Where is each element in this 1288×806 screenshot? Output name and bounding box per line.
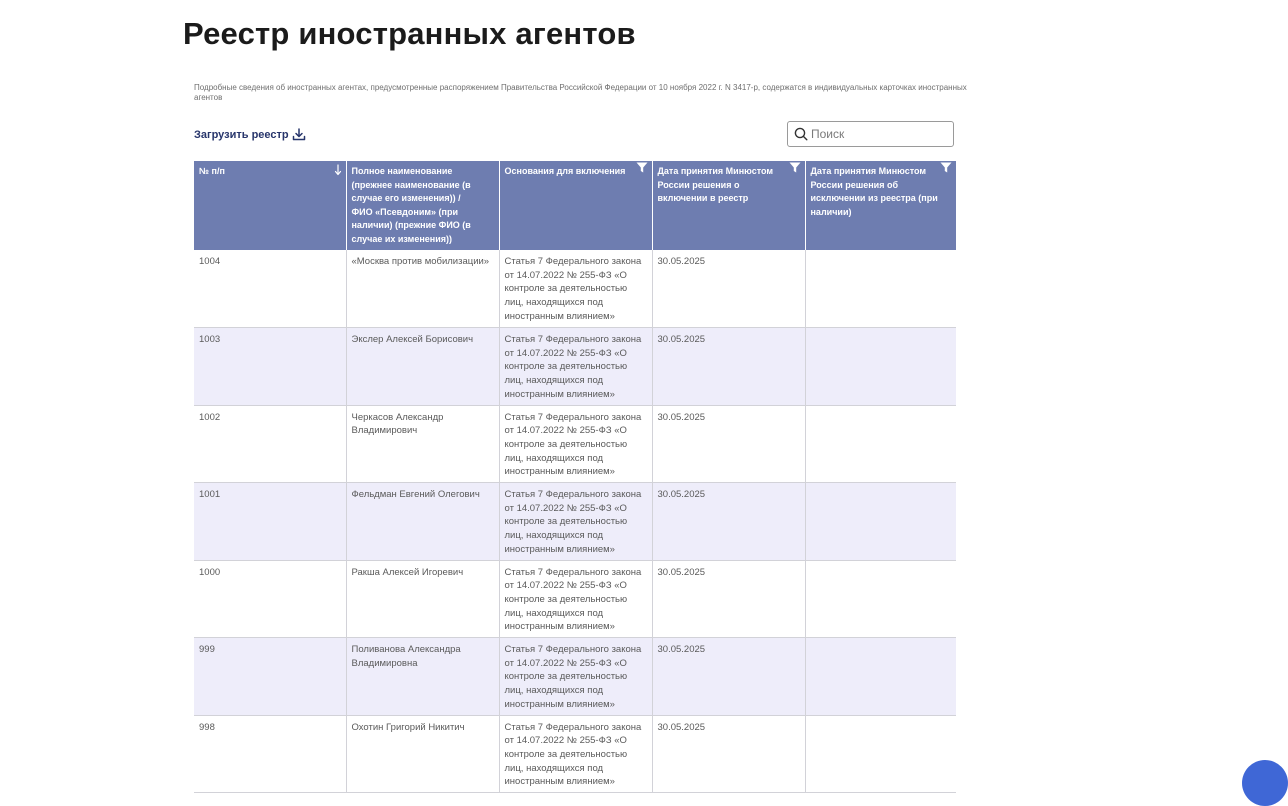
cell-inclusion-date: 30.05.2025 <box>652 328 805 406</box>
search-icon <box>794 127 808 141</box>
filter-icon[interactable] <box>940 162 952 173</box>
cell-exclusion-date <box>805 328 956 406</box>
cell-exclusion-date <box>805 405 956 483</box>
cell-name: Поливанова Александра Владимировна <box>346 638 499 716</box>
registry-note: Подробные сведения об иностранных агентах, предусмотренные распоряжением Правительства Российской Федерации от 10 ноября 2022 г. N 3417-р, содержатся в индивидуальных карточках иностранных агентов <box>194 83 967 102</box>
search-input[interactable] <box>811 127 946 141</box>
cell-name: «Москва против мобилизации» <box>346 250 499 328</box>
column-header-exclusion-date[interactable] <box>805 161 956 250</box>
table-row[interactable] <box>194 638 956 716</box>
cell-grounds: Статья 7 Федерального закона от 14.07.2022 № 255-ФЗ «О контроле за деятельностью лиц, находящихся под иностранным влиянием» <box>499 250 652 328</box>
cell-name: Фельдман Евгений Олегович <box>346 483 499 561</box>
filter-icon[interactable] <box>636 162 648 173</box>
cell-inclusion-date: 30.05.2025 <box>652 250 805 328</box>
cell-exclusion-date <box>805 560 956 638</box>
registry-table <box>194 161 956 793</box>
cell-grounds: Статья 7 Федерального закона от 14.07.2022 № 255-ФЗ «О контроле за деятельностью лиц, находящихся под иностранным влиянием» <box>499 405 652 483</box>
cell-number: 1000 <box>194 560 346 638</box>
table-row[interactable] <box>194 328 956 406</box>
column-header-label: Основания для включения <box>504 166 626 176</box>
cell-grounds: Статья 7 Федерального закона от 14.07.2022 № 255-ФЗ «О контроле за деятельностью лиц, находящихся под иностранным влиянием» <box>499 560 652 638</box>
cell-inclusion-date: 30.05.2025 <box>652 483 805 561</box>
table-header-row <box>194 161 956 250</box>
download-registry-link[interactable] <box>194 128 306 141</box>
chat-bubble-icon[interactable] <box>1242 760 1288 806</box>
cell-grounds: Статья 7 Федерального закона от 14.07.2022 № 255-ФЗ «О контроле за деятельностью лиц, находящихся под иностранным влиянием» <box>499 638 652 716</box>
cell-inclusion-date: 30.05.2025 <box>652 560 805 638</box>
page-title: Реестр иностранных агентов <box>183 16 636 51</box>
table-row[interactable] <box>194 483 956 561</box>
column-header-label: Дата принятия Минюстом России решения об исключении из реестра (при наличии) <box>810 166 938 217</box>
cell-name: Охотин Григорий Никитич <box>346 715 499 793</box>
column-header-label: Полное наименование (прежнее наименование (в случае его изменения)) / ФИО «Псевдоним» (при наличии) (прежние ФИО (в случае их изменения)) <box>351 166 471 244</box>
cell-grounds: Статья 7 Федерального закона от 14.07.2022 № 255-ФЗ «О контроле за деятельностью лиц, находящихся под иностранным влиянием» <box>499 328 652 406</box>
cell-number: 998 <box>194 715 346 793</box>
cell-inclusion-date: 30.05.2025 <box>652 405 805 483</box>
column-header-label: № п/п <box>199 166 225 176</box>
cell-exclusion-date <box>805 250 956 328</box>
cell-name: Ракша Алексей Игоревич <box>346 560 499 638</box>
column-header-grounds[interactable] <box>499 161 652 250</box>
column-header-number[interactable] <box>194 161 346 250</box>
cell-inclusion-date: 30.05.2025 <box>652 715 805 793</box>
table-row[interactable] <box>194 405 956 483</box>
table-row[interactable] <box>194 560 956 638</box>
column-header-name[interactable] <box>346 161 499 250</box>
cell-number: 999 <box>194 638 346 716</box>
cell-name: Черкасов Александр Владимирович <box>346 405 499 483</box>
cell-exclusion-date <box>805 715 956 793</box>
filter-icon[interactable] <box>789 162 801 173</box>
cell-number: 1001 <box>194 483 346 561</box>
table-row[interactable] <box>194 715 956 793</box>
table-row[interactable] <box>194 250 956 328</box>
cell-number: 1002 <box>194 405 346 483</box>
cell-exclusion-date <box>805 483 956 561</box>
download-registry-label: Загрузить реестр <box>194 128 289 141</box>
cell-grounds: Статья 7 Федерального закона от 14.07.2022 № 255-ФЗ «О контроле за деятельностью лиц, находящихся под иностранным влиянием» <box>499 483 652 561</box>
sort-arrow-down-icon[interactable] <box>334 164 342 176</box>
cell-name: Экслер Алексей Борисович <box>346 328 499 406</box>
download-icon <box>292 128 306 141</box>
cell-exclusion-date <box>805 638 956 716</box>
cell-number: 1004 <box>194 250 346 328</box>
column-header-label: Дата принятия Минюстом России решения о включении в реестр <box>657 166 774 203</box>
cell-grounds: Статья 7 Федерального закона от 14.07.2022 № 255-ФЗ «О контроле за деятельностью лиц, находящихся под иностранным влиянием» <box>499 715 652 793</box>
search-box[interactable] <box>787 121 954 147</box>
cell-inclusion-date: 30.05.2025 <box>652 638 805 716</box>
column-header-inclusion-date[interactable] <box>652 161 805 250</box>
cell-number: 1003 <box>194 328 346 406</box>
